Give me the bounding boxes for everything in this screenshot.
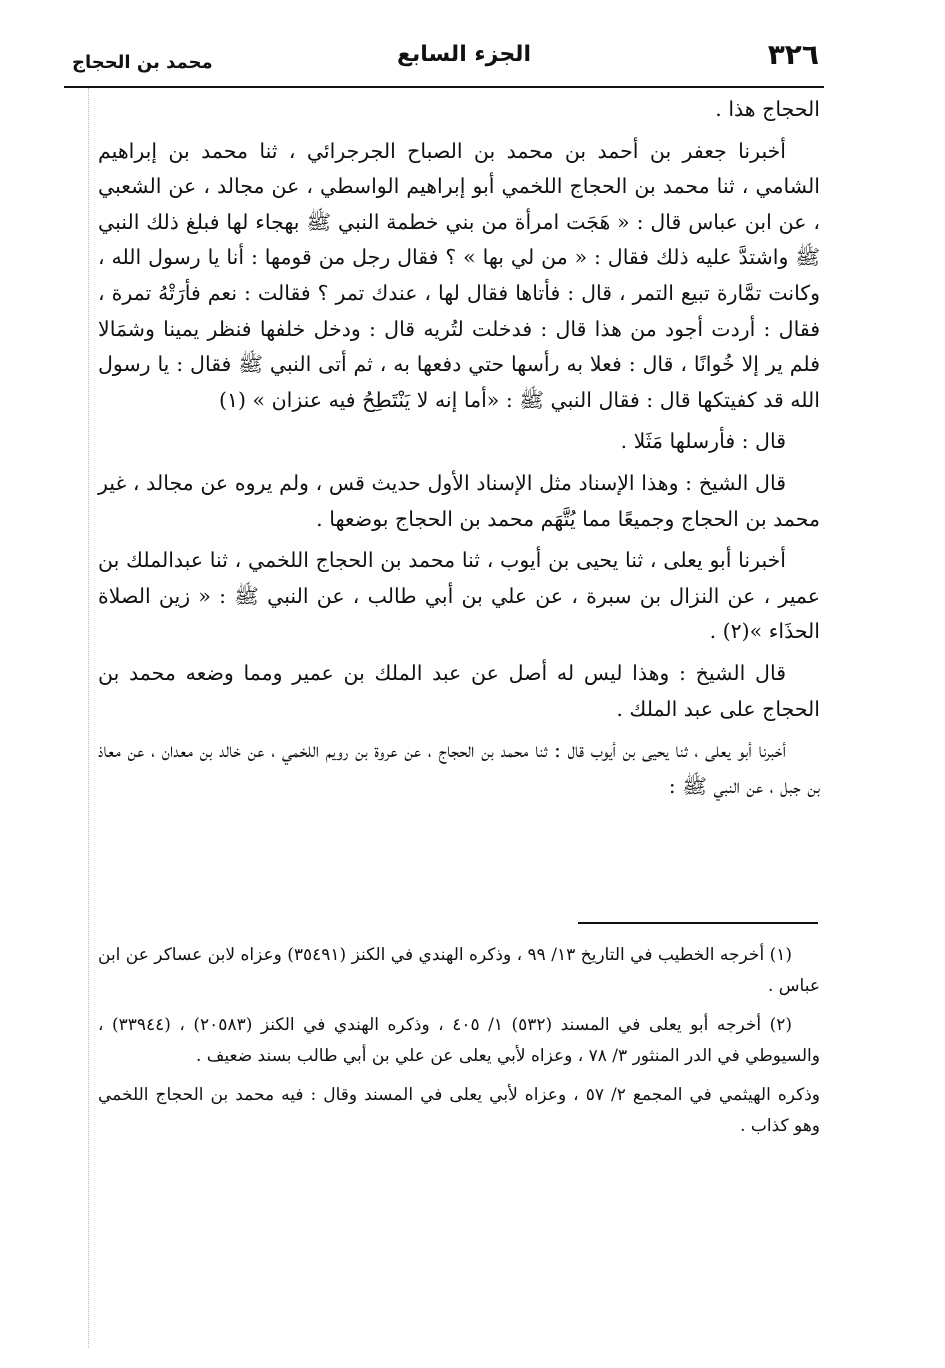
paragraph: قال الشيخ : وهذا الإسناد مثل الإسناد الأول حديث قس ، ولم يروه عن مجالد ، غير محمد بن الحجاج وجميعًا مما يُتَّهَم محمد بن الحجاج بوضعها . (98, 470, 820, 531)
paragraph: أخبرنا أبو يعلى ، ثنا يحيى بن أيوب قال : ثنا محمد بن الحجاج ، عن عروة بن رويم اللخمي ، عن خالد بن معدان ، عن معاذ بن جبل ، عن النبي ﷺ : (98, 738, 820, 798)
header-rule (64, 86, 824, 88)
footnote: (١) أخرجه الخطيب في التاريخ ١٣/ ٩٩ ، وذكره الهندي في الكنز (٣٥٤٩١) وعزاه لابن عساكر عن ابن عباس . (98, 945, 820, 996)
margin-guide (88, 88, 89, 1348)
page-number: ٣٢٦ (767, 38, 819, 71)
paragraph: الحجاج هذا . (715, 97, 820, 121)
paragraph: قال الشيخ : وهذا ليس له أصل عن عبد الملك بن عمير ومما وضعه محمد بن الحجاج على عبد الملك . (98, 660, 820, 721)
footnote-separator (578, 922, 818, 924)
paragraph: قال : فأرسلها مَثَلا . (620, 429, 786, 454)
paragraph: أخبرنا أبو يعلى ، ثنا يحيى بن أيوب ، ثنا محمد بن الحجاج اللخمي ، ثنا عبدالملك بن عمير ، عن النزال بن سبرة ، عن علي بن أبي طالب ، عن النبي ﷺ : « زين الصلاة الحذَاء »(٢) . (98, 548, 820, 644)
part-title: الجزء السابع (397, 42, 531, 67)
footnotes (98, 940, 820, 1150)
footnote: وذكره الهيثمي في المجمع ٢/ ٥٧ ، وعزاه لأبي يعلى في المسند وقال : فيه محمد بن الحجاج اللخمي وهو كذاب . (98, 1085, 820, 1136)
page-header (64, 38, 819, 82)
footnote: (٢) أخرجه أبو يعلى في المسند (٥٣٢) ١/ ٤٠٥ ، وذكره الهندي في الكنز (٢٠٥٨٣) ، (٣٣٩٤٤) ، والسيوطي في الدر المنثور ٣/ ٧٨ ، وعزاه لأبي يعلى عن علي بن أبي طالب بسند ضعيف . (98, 1015, 820, 1066)
paragraph: أخبرنا جعفر بن أحمد بن محمد بن الصباح الجرجرائي ، ثنا محمد بن إبراهيم الشامي ، ثنا محمد بن الحجاج اللخمي أبو إبراهيم الواسطي ، عن مجالد ، عن الشعبي ، عن ابن عباس قال : « هَجَت امرأة من بني خطمة النبي ﷺ بهجاء لها فبلغ ذلك النبي ﷺ واشتدَّ عليه ذلك فقال : « من لي بها » ؟ فقال رجل من قومها : أنا يا رسول الله ، وكانت تمَّارة تبيع التمر ، قال : فأتاها فقال لها ، عندك تمر ؟ فقالت : نعم فأرَتْهُ تمرة ، فقال : أردت أجود من هذا قال : فدخلت لتُريه قال : ودخل خلفها فنظر يمينا وشمَالا فلم ير إلا خُوانًا ، قال : فعلا به رأسها حتي دفعها به ، ثم أتى النبي ﷺ فقال : يا رسول الله قد كفيتكها قال : فقال النبي ﷺ : «أما إنه لا يَنْتَطِحُ فيه عنزان » (١) (98, 138, 820, 412)
main-text (98, 92, 820, 810)
narrator-name: محمد بن الحجاج (72, 52, 213, 73)
